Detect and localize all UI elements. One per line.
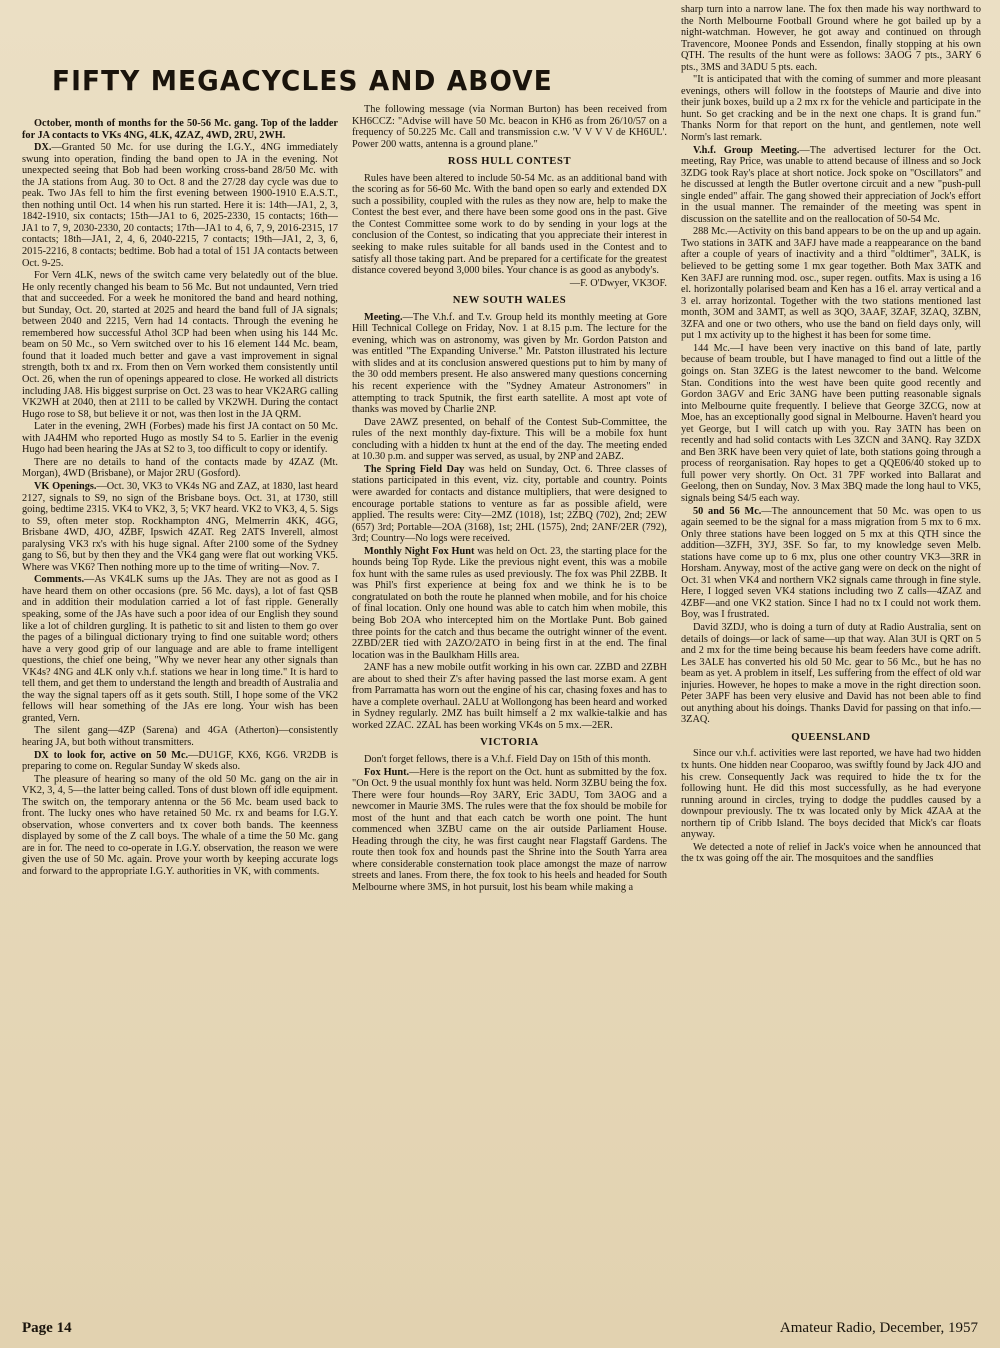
page-number: Page 14 [22, 1320, 72, 1336]
mc50-56-lead: 50 and 56 Mc. [693, 505, 762, 517]
fox-hunt-continued-paragraph: sharp turn into a narrow lane. The fox then made his way northward to the North Melbourne Football Ground where he got bailed up by a night-watchman. However, he got away and continued on through Travencore, Moonee Ponds and Essendon, finally stopping at his own QTH. The results of the hunt were as follows: 3AOG 7 pts., 3ARY 6 pts., 3MS and 3ADU 5 pts. each. [681, 4, 981, 73]
night-fox-hunt-paragraph [352, 546, 667, 661]
hidden-tx-paragraph: Since our v.h.f. activities were last reported, we have had two hidden tx hunts. One hidden near Cooparoo, was swiftly found by Jack 4JO and his crew. Consequently Jack was required to hide the tx for the following hunt. He did this most successfully, as he had everyone running around in circles, trying to dodge the puddles caused by a downpour previously. The tx was located only by Mick 4ZAA at the northern tip of Cribb Island. The boys decided that Mick's car floats anyway. [681, 748, 981, 841]
meeting-lead: Meeting. [364, 311, 403, 323]
vk-openings-paragraph [22, 481, 338, 573]
summer-paragraph: "It is anticipated that with the coming of summer and more pleasant evenings, others will follow in the footsteps of Maurie and dive into their junk boxes, build up a 2 mx rx for the vehicle and participate in the hunt. So get cracking and be in the next one chaps. It is grand fun." Thanks Norm for that report on the hunt, and gentlemen, note well Norm's last remark. [681, 74, 981, 144]
column-1 [22, 118, 338, 1311]
vhf-group-meeting-lead: V.h.f. Group Meeting. [693, 144, 800, 156]
dx-lead: DX. [34, 142, 52, 154]
meeting-text: —The V.h.f. and T.v. Group held its monthly meeting at Gore Hill Technical College on Friday, Nov. 1 at 8.15 p.m. The lecture for the evening, which was on astronomy, was given by Mr. Gordon Patston and was entitled "The Expanding Universe." Mr. Patston illustrated his lecture with slides and at its conclusion answered questions put to him by many of the 30 odd members present. He also answered many questions concerning his recent experience with the "Sydney Amateur Astronomers" in attempting to track Sputnik, the first earth satellite. A most apt vote of thanks was moved by Charlie 2NP. [352, 311, 667, 416]
victoria-heading: VICTORIA [480, 737, 539, 749]
dx-look-text: —DU1GF, KX6, KG6. VR2DB is preparing to come on. Regular Sunday W skeds also. [22, 749, 338, 773]
spring-field-day-lead: The Spring Field Day [364, 463, 465, 475]
night-fox-hunt-lead: Monthly Night Fox Hunt [364, 545, 475, 557]
queensland-heading: QUEENSLAND [791, 731, 871, 743]
no-details-paragraph: There are no details to hand of the contacts made by 4ZAZ (Mt. Morgan), 4WD (Brisbane), or Major 2RU (Gosford). [22, 456, 338, 480]
dave-paragraph: Dave 2AWZ presented, on behalf of the Contest Sub-Committee, the rules of the next monthly day-fixture. This will be a mobile fox hunt concluding with a hidden tx hunt at the end of the day. The meeting ended at 10.30 p.m. and supper was served, as usual, by 2NP and 2ABZ. [352, 416, 667, 463]
publication-footer: Amateur Radio, December, 1957 [779, 1320, 978, 1336]
dx-look-paragraph [22, 750, 338, 773]
comments-text: —As VK4LK sums up the JAs. They are not as good as I have heard them on other occasions (pre. 56 Mc. days), a lot of fast QSB and in addition their modulation carried a lot of fast ripple. Generally speaking, some of the JAs have such a poor idea of our English they sound like a lot of children gurgling. It is pathetic to sit and listen to them go over the pages of a bilingual dictionary trying to find one suitable word; others have a very good grip of our language and are able to frame intelligent questions, the chief one being, "Why we never hear any other signals than VK4s? 4NG and 4LK only v.h.f. stations we hear in long time." It is hard to tell them, and get them to understand the length and breadth of Australia and the way the signal tapers off as it gets south. Still, I hope some of the VK2 fellows will hear something of the JAs ere long. Your wish has been granted, Vern. [22, 574, 338, 724]
david-paragraph: David 3ZDJ, who is doing a turn of duty at Radio Australia, sent on details of doings—or lack of same—up that way. Alan 3UI is QRT on 5 and 2 mx for the time being because his beam feeders have come adrift. Les 3ALE has converted his old 50 Mc. gear to 56 Mc., but he has no beam as yet. A problem in itself, Les suffering from the effect of old war injuries. However, he hopes to make a move in the right direction soon. Peter 3APF has been very elusive and David has not been able to find out anything about his doings. Thanks David for passing on that info.—3ZAQ. [681, 621, 981, 726]
mc50-56-paragraph [681, 506, 981, 621]
field-day-reminder-paragraph: Don't forget fellows, there is a V.h.f. Field Day on 15th of this month. [364, 753, 651, 765]
dx-text: —Granted 50 Mc. for use during the I.G.Y., 4NG immediately swung into operation, finding the band open to JA in the evening. Not unexpected seeing that Bob had been working cross-band 28/50 Mc. with the JA stations from Aug. 30 to Oct. 8 and the 27/28 day cycle was due to peak. Two JAs fell to him the first evening between 1900-1910 E.A.S.T., then nothing until Oct. 14 when his run started. Here it is: 14th—JA1, 2, 3, 1842-1910, six contacts; 15th—JA1 to 6, 2025-2330, 15 contacts; 16th—JA1 to 7, 9, 2030-2330, 20 contacts; 17th—JA1 to 4, 6, 7, 9, 2016-2315, 17 contacts; 18th—JA1, 2, 4, 6, 2040-2215, 7 contacts; 19th—JA1, 2, 3, 6, 2015-2216, 8 contacts; bedtime. Bob had a total of 151 JA contacts between Oct. 9-25. [22, 142, 338, 269]
dx-paragraph [22, 142, 338, 269]
vk-openings-lead: VK Openings. [34, 480, 97, 492]
mc288-paragraph: 288 Mc.—Activity on this band appears to be on the up and up again. Two stations in 3ATK and 3AFJ have made a reappearance on the band after a couple of years of inactivity and a third "oldtimer", 3ALK, is believed to be getting some 1 mx gear together. Both Max 3ATK and Ken 3AFJ are running mod. osc., super regen. outfits. Max is using a 16 el. horizontally polarised beam and Ken has a 16 el. array vertical and a 3 el. array horizontal. Together with the two stations mentioned last month, 3OM and 3AMT, as well as 3QO, 3AAF, 3ZAF, 3ZAQ, 3ZBN, 3ZFA and one or two others, who use the band on field days only, will put 1 mx activity up to the highest it has been for some time. [681, 226, 981, 342]
night-fox-hunt-text: was held on Oct. 23, the starting place for the hounds being Top Ryde. Like the previous night event, this was a mobile fox hunt with the same rules as used previously. The fox was Phil 2ZBB. It was Phil's first experience at being fox and we think he is to be congratulated on both the route he planned when mobile, and for his choice of final location. Only one hound was able to catch him when mobile, this being Bob 2OA who intercepted him on the Mortlake Punt. Bob gained three points for the catch and thus became the outright winner of the event. 2ZBD/2ER tied with 2AZO/2ATO in being first in at the end. The final location was in the Baulkham Hills area. [352, 545, 667, 661]
pleasure-paragraph: The pleasure of hearing so many of the old 50 Mc. gang on the air in VK2, 3, 4, 5—the latter being called. Tons of dust blown off idle equipment. The switch on, the temporary antenna or the 56 Mc. beam used back to front. The lucky ones who have retained 50 Mc. rx and beams for I.G.Y. observation, whose converters and tx cover both bands. The keenness displayed by some of the Z call boys. The whale of a time the 50 Mc. gang are in for. The need to co-operate in I.G.Y. observation, the reason we were given the use of 50 Mc. again. Prove your worth by keeping accurate logs and forward to the appropriate I.G.Y. authorities in VK, with comments. [22, 773, 338, 877]
vern-paragraph: For Vern 4LK, news of the switch came very belatedly out of the blue. He only recently changed his beam to 56 Mc. But not undaunted, Vern tried that and succeeded. For a week he monitored the band and heard nothing, but Sunday, Oct. 20, started at 2025 and heard the band full of JA signals; between 2040 and 2215, Vern had 14 contacts. Through the evening he remembered how successful Athol 3CP had been when using his 144 Mc. beam on 50 Mc., so Vern switched over to his 16 element 144 Mc. beam, found that it loaded much better and gave a vast improvement in signal strength, both tx and rx. From then on Vern worked them consistently until Oct. 26, when the run of openings appeared to close. He worked all districts including JA8. His biggest surprise on Oct. 23 was to hear VK2ARG calling VK2WH at 2040, then at 2111 to be called by VK2WH. During the contact Hugo rose to S8, but believe it or not, was then lost in the JA QRM. [22, 270, 338, 420]
nsw-heading: NEW SOUTH WALES [452, 295, 567, 307]
mc50-56-text: —The announcement that 50 Mc. was open to us again seemed to be the signal for a mass migration from 5 mx to 6 mx. Only three stations have been logged on 5 mx at this QTH since the addition—3ZFH, 3YJ, 3SF. So far, to my knowledge seven Melb. stations have come up to 6 mx, plus one other country VK3—3RR in Horsham. Anyway, most of the active gang were on deck on the night of Oct. 31 when VK4 and northern VK2 signals came through in fine style. Here, I logged seven VK4 stations including two Z calls—4ZAZ and 4ZBF—and one VK2 station. Since I had no tx I could not work them. Boy, was I frustrated. [681, 505, 981, 621]
kh6-message-paragraph: The following message (via Norman Burton) has been received from KH6CCZ: "Advise will have 50 Mc. beacon in KH6 as from 26/10/57 on a frequency of 50.225 Mc. Call and transmission c.w. 'V V V V de KH6UL'. Power 200 watts, antenna is a ground plane." [352, 104, 667, 150]
spring-field-day-paragraph [352, 464, 667, 545]
comments-lead: Comments. [34, 574, 85, 586]
vic-fox-hunt-lead: Fox Hunt. [364, 766, 410, 778]
forbes-paragraph: Later in the evening, 2WH (Forbes) made his first JA contact on 50 Mc. with JA4HM who reported Hugo as mostly S4 to 5. Earlier in the evenig Hugo had been hearing the JAs at S2 to 3, too difficult to copy or identify. [22, 421, 338, 456]
vic-fox-hunt-paragraph [352, 767, 667, 894]
comments-paragraph [22, 574, 338, 724]
nsw-news-paragraph: 2ANF has a new mobile outfit working in his own car. 2ZBD and 2ZBH are about to shed their Z's after having passed the last morse exam. A gent from Parramatta has worn out the engine of his car, chasing foxes and has to have a complete overhaul. 2ALU at Wollongong has been heard and worked in Sydney regularly. 2MZ has built himself a 2 mx walkie-talkie and has worked 2ZAC. 2ZAL has been working VK4s on 5 mx.—2ER. [352, 662, 667, 731]
column-2 [352, 104, 667, 1311]
meeting-paragraph [352, 312, 667, 416]
vhf-group-meeting-paragraph [681, 145, 981, 226]
vhf-group-meeting-text: —The advertised lecturer for the Oct. meeting, Ray Price, was unable to attend because of illness and so Jock 3ZDG took Ray's place at short notice. Jock spoke on "Oscillators" and he discussed at length the Butler overtone circuit and a new "push-pull single ended" affair. The gang showed their appreciation of Jock's effort in the usual manner. The remainder of the meeting was spent in discussion on the satellite and on the reallocation of 50-54 Mc. [681, 144, 981, 225]
ross-hull-heading: ROSS HULL CONTEST [447, 156, 572, 168]
spring-field-day-text: was held on Sunday, Oct. 6. Three classes of stations participated in this event, viz. city, portable and country. Points were awarded for contacts and distance multipliers, that were designed to encourage portable stations to venture as far as possible afield, were applied. The results were: City—2MZ (1018), 1st; 2ZBQ (702), 2nd; 2EW (657) 3rd; Portable—2OA (3168), 1st; 2HL (1575), 2nd; 2ANF/2ER (792), 3rd; Country—No logs were received. [352, 463, 667, 545]
silent-gang-paragraph: The silent gang—4ZP (Sarena) and 4GA (Atherton)—consistently hearing JA, but both without transmitters. [22, 725, 338, 748]
ross-hull-paragraph: Rules have been altered to include 50-54 Mc. as an additional band with the scoring as for 56-60 Mc. With the band open so early and extended DX such a possibility, coupled with the rules as they now are, help to make the Contest the best ever, and there have been some good ons in the past. Give the Contest Committee some work to do by sending in your logs at the conclusion of the Contest, so indicating that you appreciate their interest in seeking to make rules suitable for all bands used in the Contest and to satisfy all those taking part. And be prepared for a certificate for the greatest distance covered beyond 3,000 biles. Your chance is as good as anybody's. [352, 172, 667, 277]
mc144-paragraph: 144 Mc.—I have been very inactive on this band of late, partly because of beam trouble, but I have managed to find out a little of the goings on. Stan 3ZEG is the latest newcomer to the band. Welcome Stan. Conditions into the west have been quite good recently and Gordon 3AGV and Eric 3ANG have been putting reasonable signals into Melbourne quite frequently. I believe that George 3ZCG, now at Moe, has an exceptionally good signal in Melbourne. Haven't heard you yet George, but I will catch up with you. Ray 3ATN has been on recently and had solid contacts with Les 3ZCN and 3ANQ. Ray 3ZDX and Ben 3RK have been very quiet of late, both stations going through a process of reorganisation. Ray hopes to get a QQE06/40 stoked up to full power very shortly. On Oct. 31 7PF worked into Ballarat and Geelong, then on Sunday, Nov. 3 Max 3BQ made the long haul to VK5, signals being S4/5 each way. [681, 342, 981, 504]
ross-hull-signature: —F. O'Dwyer, VK3OF. [569, 277, 667, 289]
column-3 [681, 4, 981, 1311]
intro-paragraph: October, month of months for the 50-56 Mc. gang. Top of the ladder for JA contacts to VKs 4NG, 4LK, 4ZAZ, 4WD, 2RU, 2WH. [22, 118, 338, 141]
page-headline: FIFTY MEGACYCLES AND ABOVE [52, 64, 553, 97]
vk-openings-text: —Oct. 30, VK3 to VK4s NG and ZAZ, at 1830, last heard 2127, signals to S9, no sign of the Brisbane boys. Oct. 31, at 1730, still going, bedtime 2315. VK4 to VK2, 3, 5; VK7 heard. VK2 to VK3, 4, 5. Sigs to S9, often meter stop. Rockhampton 4NG, Melmerrin 4KK, 4GG, Brisbane 4WD, 4JO, 4ZBF, Ipswich 4ZAT. Reg 2ATS Inverell, almost paralysing VK3 rx's with his huge signal. After 2100 some of the Sydney gang to S6, but by then they and the VK4 gang were flat out working VK5. Where was VK6? Then nothing more up to the time of writing—Nov. 7. [22, 480, 338, 573]
relief-paragraph: We detected a note of relief in Jack's voice when he announced that the tx was going off the air. The mosquitoes and the sandflies [681, 841, 981, 865]
dx-look-lead: DX to look for, active on 50 Mc. [34, 749, 189, 761]
vic-fox-hunt-text: —Here is the report on the Oct. hunt as submitted by the fox. "On Oct. 9 the usual monthly fox hunt was held. Norm 3ZBU being the fox. There were four hounds—Roy 3ARY, Eric 3ADU, Tom 3AOG and a newcomer in Maurie 3MS. The rules were that the fox should be mobile for most of the hunt and that each catch be worth one point. The hunt commenced when 3ZBU came on the air outside Parliament House. Heading through the city, he was first caught near Flagstaff Gardens. The route then took fox and hounds past the Shrine into the South Yarra area where considerable consternation took place amongst the maze of narrow streets and lanes. From there, the fox took to his heels and headed for South Melbourne where 3MS, in hot pursuit, lost his beam while making a [352, 766, 667, 893]
